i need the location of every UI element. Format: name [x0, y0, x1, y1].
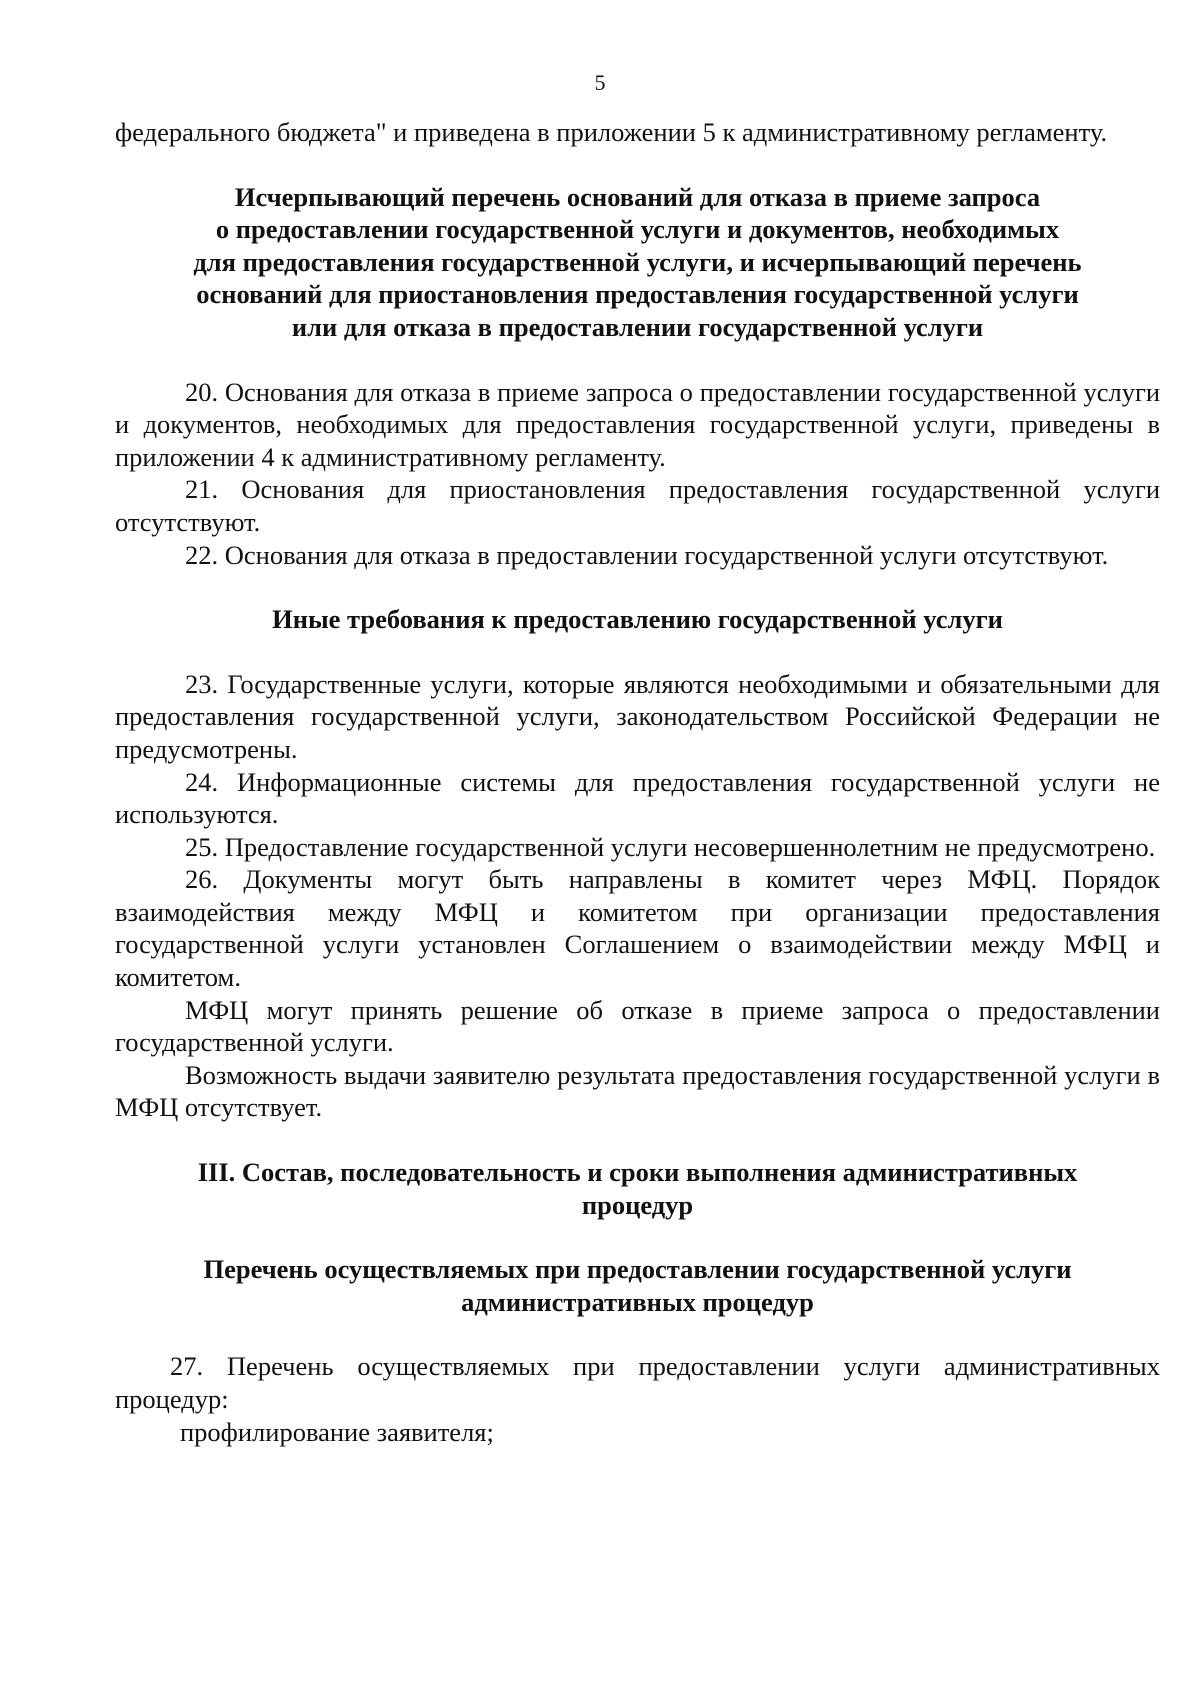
heading-line: Исчерпывающий перечень оснований для отказа в приеме запроса [234, 181, 1041, 212]
section-heading-procedure-list [115, 1253, 1160, 1318]
heading-line: оснований для приостановления предоставления государственной услуги [196, 279, 1079, 310]
paragraph-26: 26. Документы могут быть направлены в комитет через МФЦ. Порядок взаимодействия между МФЦ и комитетом при организации предоставления государственной услуги установлен Соглашением о взаимодействии между МФЦ и комитетом. [115, 864, 1160, 993]
section-heading-refusal-grounds [115, 181, 1160, 344]
paragraph-21: 21. Основания для приостановления предоставления государственной услуги отсутствуют. [115, 474, 1160, 537]
document-body [115, 116, 1160, 1448]
page-number: 5 [594, 70, 606, 95]
list-item: профилирование заявителя; [180, 1416, 494, 1447]
intro-paragraph: федерального бюджета" и приведена в приложении 5 к административному регламенту. [115, 117, 1108, 147]
heading-line: III. Состав, последовательность и сроки выполнения административных [197, 1157, 1078, 1188]
paragraph-22: 22. Основания для отказа в предоставлении государственной услуги отсутствуют. [185, 539, 1109, 570]
heading-line: процедур [581, 1189, 694, 1220]
paragraph-26-result-issuance: Возможность выдачи заявителю результата предоставления государственной услуги в МФЦ отсутствует. [115, 1059, 1160, 1123]
heading-line: или для отказа в предоставлении государственной услуги [291, 311, 984, 342]
paragraph-27: 27. Перечень осуществляемых при предоставлении услуги административных процедур: [115, 1351, 1160, 1414]
paragraph-23: 23. Государственные услуги, которые являются необходимыми и обязательными для предоставления государственной услуги, законодательством Российской Федерации не предусмотрены. [115, 668, 1160, 764]
heading-line: административных процедур [461, 1286, 814, 1317]
paragraph-24: 24. Информационные системы для предоставления государственной услуги не используются. [115, 766, 1160, 830]
heading-line: о предоставлении государственной услуги и документов, необходимых [215, 214, 1060, 245]
section-heading-other-requirements: Иные требования к предоставлению государственной услуги [272, 604, 1003, 635]
heading-line: для предоставления государственной услуги, и исчерпывающий перечень [193, 246, 1082, 277]
paragraph-20: 20. Основания для отказа в приеме запроса о предоставлении государственной услуги и документов, необходимых для предоставления государственной услуги, приведены в приложении 4 к административному регламенту. [115, 376, 1160, 472]
section-heading-administrative-procedures [115, 1156, 1160, 1221]
heading-line: Перечень осуществляемых при предоставлении государственной услуги [203, 1254, 1072, 1285]
paragraph-26-mfc-refusal: МФЦ могут принять решение об отказе в приеме запроса о предоставлении государственной услуги. [115, 994, 1160, 1058]
paragraph-25: 25. Предоставление государственной услуги несовершеннолетним не предусмотрено. [185, 831, 1156, 862]
